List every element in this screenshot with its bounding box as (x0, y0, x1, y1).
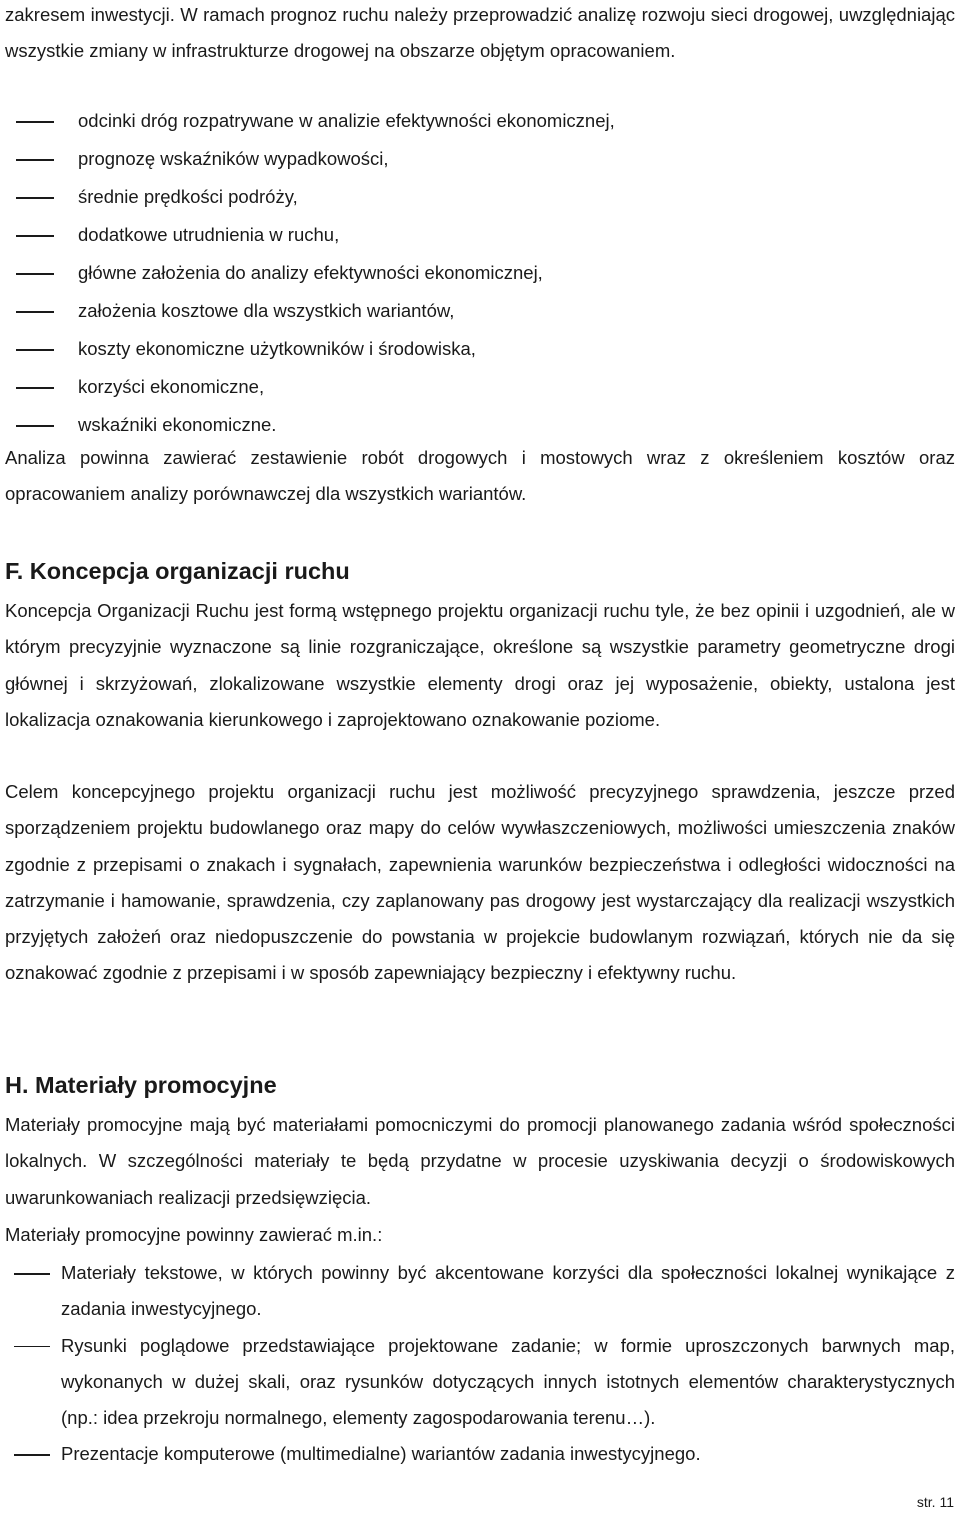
section-f-paragraph-2: Celem koncepcyjnego projektu organizacji ruchu jest możliwość precyzyjnego sprawdzenia, jeszcze przed sporządzeniem projektu budowlanego oraz mapy do celów wywłaszczeniowych, możliwości umieszczenia znaków zgodnie z przepisami o znakach i sygnałach, zapewnienia warunków bezpieczeństwa i odległości widoczności na zatrzymanie i hamowanie, sprawdzenia, czy zaplanowany pas drogowy jest wystarczający dla realizacji wszystkich przyjętych założeń oraz niedopuszczenie do powstania w projekcie budowlanym rozwiązań, których nie da się oznakować zgodnie z przepisami i w sposób zapewniający bezpieczny i efektywny ruchu. (5, 781, 955, 984)
dash-bullet-icon (16, 349, 54, 351)
list-item: główne założenia do analizy efektywności ekonomicznej, (0, 255, 955, 293)
list-item: założenia kosztowe dla wszystkich wariantów, (0, 293, 955, 331)
promotional-materials-list (0, 1255, 955, 1473)
dash-bullet-icon (16, 311, 54, 313)
dash-bullet-icon (14, 1454, 50, 1456)
dash-bullet-icon (16, 273, 54, 275)
list-item: korzyści ekonomiczne, (0, 369, 955, 407)
section-h-paragraph-2: Materiały promocyjne powinny zawierać m.in.: (5, 1224, 383, 1245)
list-item: odcinki dróg rozpatrywane w analizie efektywności ekonomicznej, (0, 103, 955, 141)
dash-bullet-icon (14, 1273, 50, 1275)
list-item: Rysunki poglądowe przedstawiające projektowane zadanie; w formie uproszczonych barwnych map, wykonanych w dużej skali, oraz rysunków dotyczących innych istotnych elementów charakterystycznych (np.: idea przekroju normalnego, elementy zagospodarowania terenu…). (0, 1328, 955, 1437)
list-item: wskaźniki ekonomiczne. (0, 407, 955, 445)
dash-bullet-icon (16, 235, 54, 237)
section-h-paragraph-1: Materiały promocyjne mają być materiałami pomocniczymi do promocji planowanego zadania wśród społeczności lokalnych. W szczególności materiały te będą przydatne w procesie uzyskiwania decyzji o środowiskowych uwarunkowaniach realizacji przedsięwzięcia. (5, 1114, 955, 1208)
intro-paragraph: zakresem inwestycji. W ramach prognoz ruchu należy przeprowadzić analizę rozwoju sieci drogowej, uwzględniając wszystkie zmiany w infrastrukturze drogowej na obszarze objętym opracowaniem. (5, 4, 955, 62)
list-item: prognozę wskaźników wypadkowości, (0, 141, 955, 179)
section-h-heading: H. Materiały promocyjne (5, 1072, 277, 1098)
section-f-heading: F. Koncepcja organizacji ruchu (5, 558, 350, 584)
section-f-paragraph-1: Koncepcja Organizacji Ruchu jest formą wstępnego projektu organizacji ruchu tyle, że bez opinii i uzgodnień, ale w którym precyzyjnie wyznaczone są linie rozgraniczające, określone są wszystkie parametry geometryczne drogi głównej i skrzyżowań, zlokalizowane wszystkie elementy drogi oraz jej wyposażenie, obiekty, ustalona jest lokalizacja oznakowania kierunkowego i zaprojektowano oznakowanie poziome. (5, 600, 955, 730)
dash-bullet-icon (14, 1346, 50, 1348)
list-item: dodatkowe utrudnienia w ruchu, (0, 217, 955, 255)
analysis-contents-list (0, 103, 955, 445)
page-number: str. 11 (916, 1494, 954, 1510)
list-item: Prezentacje komputerowe (multimedialne) wariantów zadania inwestycyjnego. (0, 1436, 955, 1472)
dash-bullet-icon (16, 425, 54, 427)
dash-bullet-icon (16, 387, 54, 389)
dash-bullet-icon (16, 197, 54, 199)
analysis-paragraph: Analiza powinna zawierać zestawienie robót drogowych i mostowych wraz z określeniem kosztów oraz opracowaniem analizy porównawczej dla wszystkich wariantów. (5, 447, 955, 505)
dash-bullet-icon (16, 159, 54, 161)
list-item: średnie prędkości podróży, (0, 179, 955, 217)
dash-bullet-icon (16, 121, 54, 123)
list-item: koszty ekonomiczne użytkowników i środowiska, (0, 331, 955, 369)
list-item: Materiały tekstowe, w których powinny być akcentowane korzyści dla społeczności lokalnej wynikające z zadania inwestycyjnego. (0, 1255, 955, 1328)
